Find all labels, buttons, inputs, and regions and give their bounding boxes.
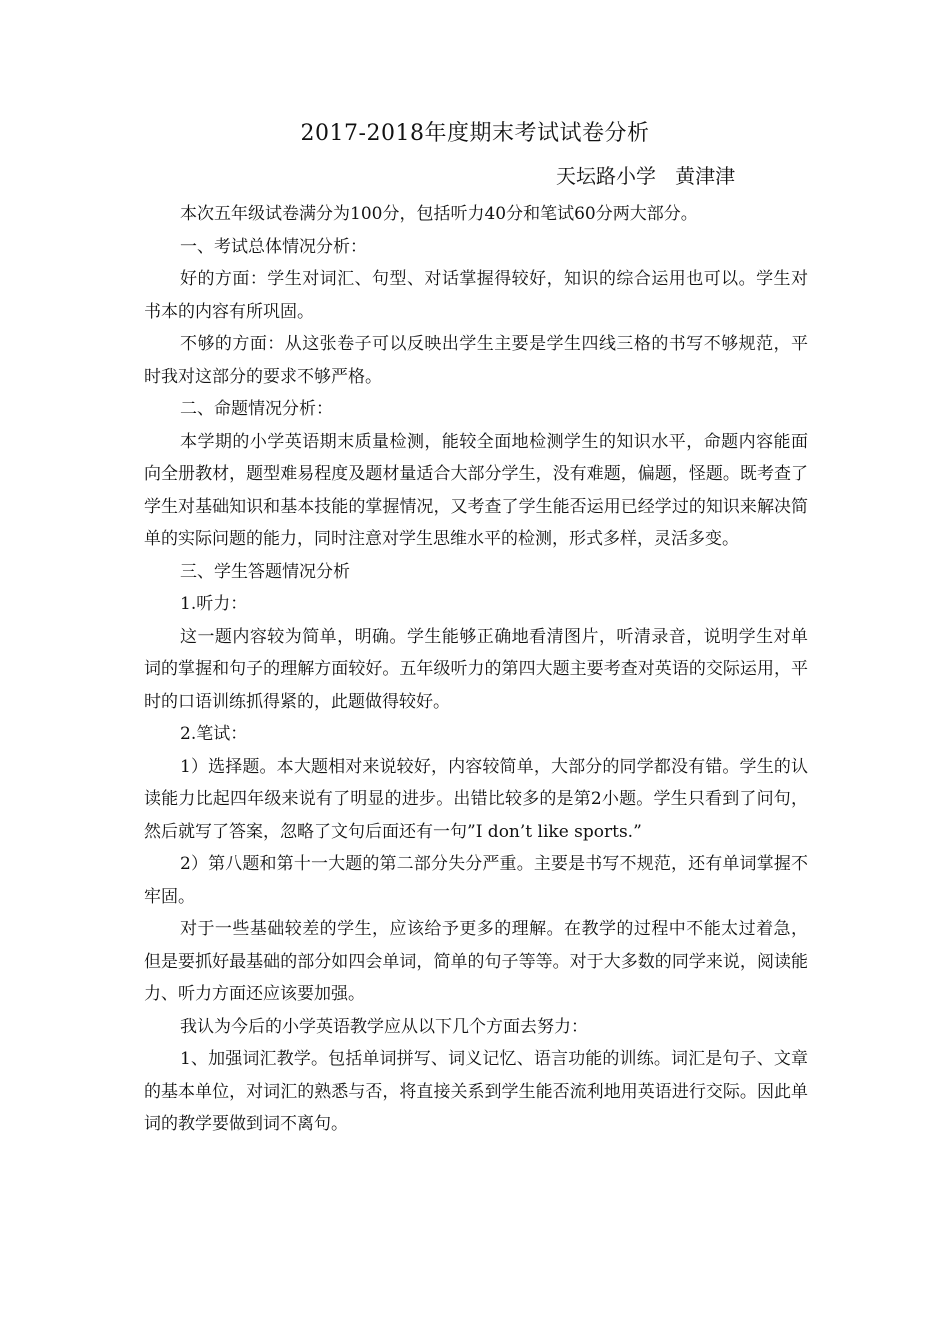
document-body (144, 198, 808, 1141)
paragraph: 1）选择题。本大题相对来说较好，内容较简单，大部分的同学都没有错。学生的认读能力比起四年级来说有了明显的进步。出错比较多的是第2小题。学生只看到了问句，然后就写了答案，忽略了文句后面还有一句”I don’t like sports.” (144, 756, 808, 842)
section-heading: 二、命题情况分析： (180, 399, 333, 419)
document-title: 2017-2018年度期末考试试卷分析 (300, 121, 650, 146)
subsection-heading: 1.听力： (180, 594, 248, 614)
paragraph: 这一题内容较为简单，明确。学生能够正确地看清图片，听清录音，说明学生对单词的掌握和句子的理解方面较好。五年级听力的第四大题主要考查对英语的交际运用，平时的口语训练抓得紧的，此题做得较好。 (144, 626, 808, 712)
paragraph: 本次五年级试卷满分为100分，包括听力40分和笔试60分两大部分。 (180, 204, 698, 224)
section-heading: 三、学生答题情况分析 (180, 561, 350, 582)
paragraph: 我认为今后的小学英语教学应从以下几个方面去努力： (180, 1016, 588, 1037)
paragraph: 好的方面：学生对词汇、句型、对话掌握得较好，知识的综合运用也可以。学生对书本的内容有所巩固。 (144, 269, 808, 322)
paragraph: 2）第八题和第十一大题的第二部分失分严重。主要是书写不规范，还有单词掌握不牢固。 (144, 854, 808, 907)
paragraph: 不够的方面：从这张卷子可以反映出学生主要是学生四线三格的书写不够规范，平时我对这部分的要求不够严格。 (144, 334, 808, 387)
subsection-heading: 2.笔试： (180, 724, 248, 744)
section-heading: 一、考试总体情况分析： (180, 236, 367, 257)
paragraph: 1、加强词汇教学。包括单词拼写、词义记忆、语言功能的训练。词汇是句子、文章的基本单位，对词汇的熟悉与否，将直接关系到学生能否流利地用英语进行交际。因此单词的教学要做到词不离句。 (144, 1049, 808, 1134)
paragraph: 对于一些基础较差的学生，应该给予更多的理解。在教学的过程中不能太过着急，但是要抓好最基础的部分如四会单词，简单的句子等等。对于大多数的同学来说，阅读能力、听力方面还应该要加强。 (144, 919, 808, 1004)
author-line: 天坛路小学 黄津津 (556, 164, 736, 188)
paragraph: 本学期的小学英语期末质量检测，能较全面地检测学生的知识水平，命题内容能面向全册教材，题型难易程度及题材量适合大部分学生，没有难题，偏题，怪题。既考查了学生对基础知识和基本技能的掌握情况，又考查了学生能否运用已经学过的知识来解决简单的实际问题的能力，同时注意对学生思维水平的检测，形式多样，灵活多变。 (144, 431, 808, 549)
